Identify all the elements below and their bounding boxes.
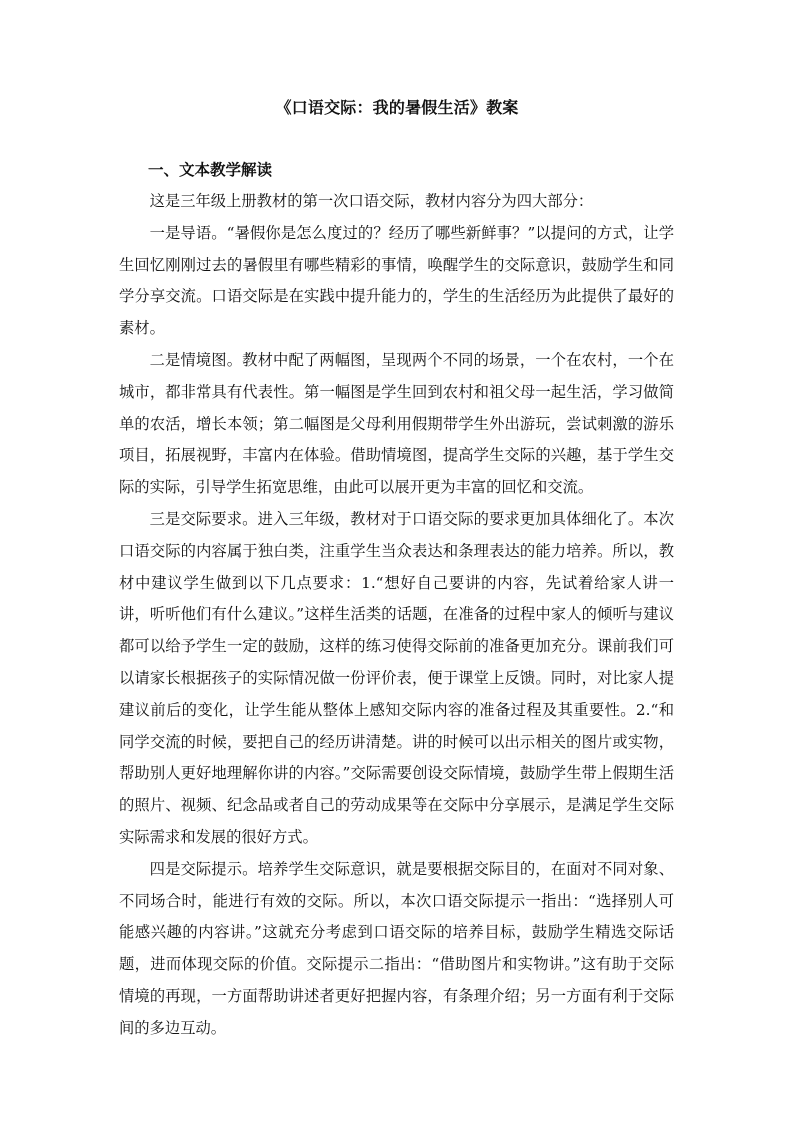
document-body (119, 186, 674, 1045)
paragraph-intro: 这是三年级上册教材的第一次口语交际，教材内容分为四大部分： (149, 192, 594, 210)
paragraph-guide: 一是导语。“暑假你是怎么度过的？经历了哪些新鲜事？”以提问的方式，让学生回忆刚刚过去的暑假里有哪些精彩的事情，唤醒学生的交际意识，鼓励学生和同学分享交流。口语交际是在实践中提升能力的，学生的生活经历为此提供了最好的素材。 (119, 223, 674, 338)
paragraph-scene-images: 二是情境图。教材中配了两幅图，呈现两个不同的场景，一个在农村，一个在城市，都非常具有代表性。第一幅图是学生回到农村和祖父母一起生活，学习做简单的农活，增长本领；第二幅图是父母利用假期带学生外出游玩，尝试刺激的游乐项目，拓展视野，丰富内在体验。借助情境图，提高学生交际的兴趣，基于学生交际的实际，引导学生拓宽思维，由此可以展开更为丰富的回忆和交流。 (119, 350, 674, 497)
paragraph-tips: 四是交际提示。培养学生交际意识，就是要根据交际目的，在面对不同对象、不同场合时，能进行有效的交际。所以，本次口语交际提示一指出：“选择别人可能感兴趣的内容讲。”这就充分考虑到口语交际的培养目标，鼓励学生精选交际话题，进而体现交际的价值。交际提示二指出：“借助图片和实物讲。”这有助于交际情境的再现，一方面帮助讲述者更好把握内容，有条理介绍；另一方面有利于交际间的多边互动。 (119, 859, 674, 1037)
section-heading: 一、文本教学解读 (148, 160, 273, 179)
paragraph-requirements: 三是交际要求。进入三年级，教材对于口语交际的要求更加具体细化了。本次口语交际的内容属于独白类，注重学生当众表达和条理表达的能力培养。所以，教材中建议学生做到以下几点要求：1.“想好自己要讲的内容，先试着给家人讲一讲，听听他们有什么建议。”这样生活类的话题，在准备的过程中家人的倾听与建议都可以给予学生一定的鼓励，这样的练习使得交际前的准备更加充分。课前我们可以请家长根据孩子的实际情况做一份评价表，便于课堂上反馈。同时，对比家人提建议前后的变化，让学生能从整体上感知交际内容的准备过程及其重要性。2.“和同学交流的时候，要把自己的经历讲清楚。讲的时候可以出示相关的图片或实物，帮助别人更好地理解你讲的内容。”交际需要创设交际情境，鼓励学生带上假期生活的照片、视频、纪念品或者自己的劳动成果等在交际中分享展示，是满足学生交际实际需求和发展的很好方式。 (119, 509, 674, 846)
document-title: 《口语交际：我的暑假生活》教案 (275, 98, 519, 117)
